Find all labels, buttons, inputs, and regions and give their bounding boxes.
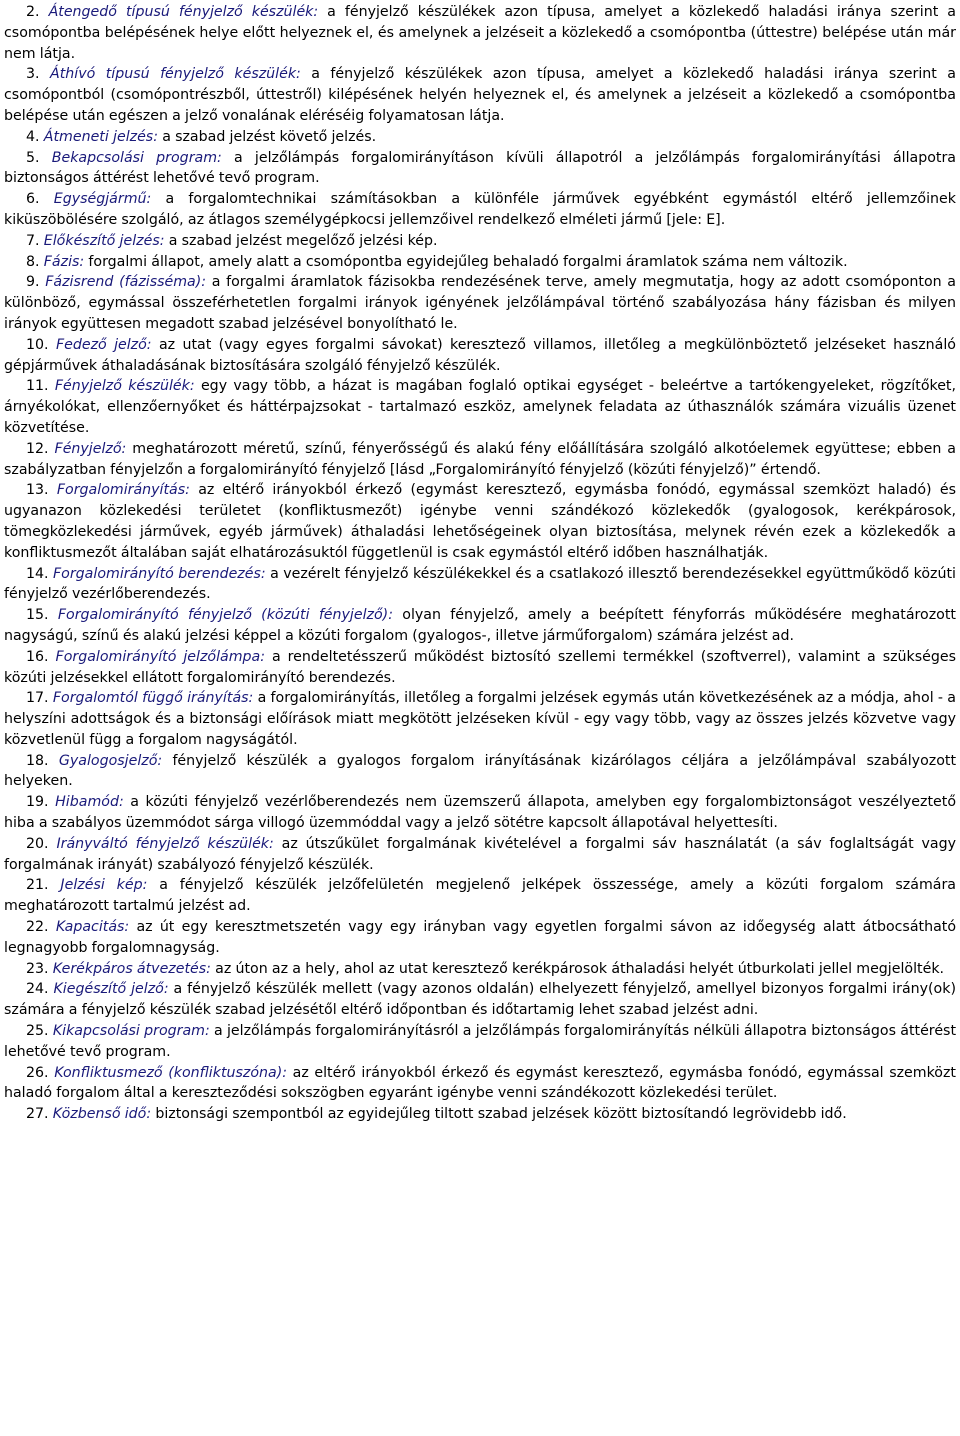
item-number: 2. [26, 4, 40, 20]
definition-text: fényjelző készülék a gyalogos forgalom irányításának kizárólagos céljára a jelzőlámpával szabályozott helyeken. [4, 752, 957, 790]
definition-paragraph [4, 647, 956, 689]
definition-text: az eltérő irányokból érkező és egymást keresztező, egymásba fonódó, egymással szemközt haladó forgalom által a kereszteződési sokszögben egyaránt igénybe venni szándékozott közlekedési terület. [4, 1064, 956, 1102]
term: Forgalomirányító fényjelző (közúti fényjelző): [57, 607, 393, 624]
definition-text: az eltérő irányokból érkező (egymást keresztező, egymásba fonódó, egymással szemközt haladó) és ugyanazon közlekedési területet (konfliktusmezőt) igénybe venni szándékozó közlekedők (gyalogosok, kerékpárosok, tömegközlekedési járművek, egyéb járművek) áthaladási lehetőségeinek olyan biztosítása, melynek révén ezek a közlekedők a konfliktusmezőt általában saját elhatározásuktól függetlenül is csak egymástól eltérő időben használhatják. [4, 482, 956, 561]
term: Gyalogosjelző: [58, 752, 163, 769]
term: Kikapcsolási program: [52, 1023, 210, 1040]
term: Forgalomirányító jelzőlámpa: [55, 648, 266, 665]
definition-text: olyan fényjelző, amely a beépített fényforrás működésére meghatározott nagyságú, színű és alakú jelzési képpel a közúti forgalom (gyalogos-, illetve járműforgalom) számára jelzést ad. [4, 607, 956, 644]
definition-paragraph [4, 1063, 956, 1105]
definition-text: a szabad jelzést követő jelzés. [157, 128, 377, 145]
term: Átmeneti jelzés: [43, 128, 158, 145]
definition-text: a forgalomirányítás, illetőleg a forgalmi jelzések egymás után következésének az a módja, ahol - a helyszíni adottságok és a biztonsági előírások miatt megkötött jelzéseken kívül - egy vagy több, vagy az összes jelzés közvetve vagy közvetlenül függ a forgalom nagyságától. [4, 690, 956, 748]
definition-paragraph [4, 252, 956, 273]
definition-paragraph [4, 439, 956, 481]
definition-text: forgalmi állapot, amely alatt a csomópontba egyidejűleg behaladó forgalmi áramlatok száma nem változik. [84, 253, 848, 270]
definition-text: a fényjelző készülék mellett (vagy azonos oldalán) elhelyezett fényjelző, amellyel bizonyos forgalmi irány(ok) számára a fényjelző készülék szabad jelzésétől eltérő időpontban és időtartamig lehet szabad jelzést adni. [4, 981, 956, 1019]
definition-paragraph [4, 688, 956, 750]
definition-paragraph [4, 1104, 956, 1125]
definition-paragraph [4, 917, 956, 959]
item-number: 22. [26, 919, 49, 936]
term: Hibamód: [55, 794, 124, 811]
definition-text: biztonsági szempontból az egyidejűleg tiltott szabad jelzések között biztosítandó legrövidebb idő. [151, 1106, 847, 1123]
term: Forgalomirányító berendezés: [53, 565, 266, 582]
term: Bekapcsolási program: [51, 149, 222, 166]
definition-paragraph [4, 959, 956, 980]
item-number: 23. [26, 960, 49, 977]
item-number: 11. [26, 378, 49, 395]
definition-paragraph [4, 376, 956, 438]
definition-paragraph [4, 751, 956, 793]
item-number: 14. [26, 565, 49, 582]
term: Kiegészítő jelző: [53, 981, 169, 998]
item-number: 4. [26, 128, 40, 145]
definition-text: a jelzőlámpás forgalomirányításon kívüli állapotról a jelzőlámpás forgalomirányítási állapotra biztonságos áttérést lehetővé tevő program. [4, 149, 956, 187]
definition-text: az út egy keresztmetszetén vagy egy irányban vagy egyetlen forgalmi sávon az időegység alatt átbocsátható legnagyobb forgalomnagyság. [4, 919, 957, 956]
item-number: 8. [26, 253, 40, 270]
item-number: 17. [26, 690, 49, 707]
item-number: 15. [26, 607, 49, 624]
definition-paragraph [4, 335, 956, 377]
definition-paragraph [4, 231, 956, 252]
definition-paragraph [4, 272, 956, 334]
term: Egységjármű: [53, 191, 152, 208]
definition-paragraph [4, 2, 956, 64]
item-number: 16. [26, 648, 49, 665]
term: Áthívó típusú fényjelző készülék: [50, 66, 301, 83]
definition-text: a közúti fényjelző vezérlőberendezés nem üzemszerű állapota, amelyben egy forgalombiztonságot veszélyeztető hiba a szabályos üzemmódot sárga villogó üzemmóddal vagy a jelző sötétre kapcsolt állapotával helyettesíti. [4, 794, 956, 832]
definition-paragraph [4, 1021, 956, 1063]
term: Fázisrend (fázisséma): [45, 274, 207, 291]
term: Átengedő típusú fényjelző készülék: [48, 4, 319, 20]
definition-paragraph [4, 875, 956, 917]
item-number: 3. [26, 66, 40, 83]
item-number: 21. [26, 877, 49, 894]
definition-text: a fényjelző készülék jelzőfelületén megjelenő jelképek összessége, amely a közúti forgalom számára meghatározott tartalmú jelzést ad. [4, 877, 956, 915]
definition-text: a vezérelt fényjelző készülékekkel és a csatlakozó illesztő berendezésekkel együttműködő közúti fényjelző vezérlőberendezés. [4, 565, 956, 603]
definition-paragraph [4, 564, 956, 606]
definition-text: a fényjelző készülékek azon típusa, amelyet a közlekedő haladási iránya szerint a csomópontból (csomópontrészből, úttestről) kilépésének helyén helyeznek el, és amelynek a jelzéseit a közlekedő a csomópontba belépése után egészen a jelző vonalának eléréséig folyamatosan látja. [4, 66, 956, 124]
definition-text: a fényjelző készülékek azon típusa, amelyet a közlekedő haladási iránya szerint a csomópontba belépésének helye előtt helyeznek el, és amelynek a jelzéseit a közlekedő a csomópontba (úttestre) belépése után már nem látja. [4, 4, 956, 62]
term: Közbenső idő: [52, 1106, 152, 1123]
item-number: 7. [26, 232, 40, 249]
term: Fedező jelző: [55, 336, 152, 353]
term: Kapacitás: [55, 919, 130, 936]
definition-paragraph [4, 480, 956, 563]
definition-paragraph [4, 148, 956, 190]
definition-paragraph [4, 127, 956, 148]
term: Fázis: [43, 253, 85, 270]
item-number: 19. [26, 794, 49, 811]
definition-text: az úton az a hely, ahol az utat keresztező kerékpárosok áthaladási helyét útburkolati jellel megjelölték. [210, 960, 945, 977]
definition-paragraph [4, 834, 956, 876]
definition-text: a szabad jelzést megelőző jelzési kép. [164, 232, 438, 249]
term: Fényjelző: [54, 440, 127, 457]
definition-text: a forgalmi áramlatok fázisokba rendezésének terve, amely megmutatja, hogy az adott csomóponton a különböző, egymással összeférhetetlen forgalmi irányok igényének jelzőlámpával történő szabályozása hány fázisban és milyen irányok együttesen megadott szabad jelzésével bonyolítható le. [4, 274, 956, 332]
definition-text: a jelzőlámpás forgalomirányításról a jelzőlámpás forgalomirányítás nélküli állapotra biztonságos áttérést lehetővé tevő program. [4, 1023, 957, 1060]
term: Konfliktusmező (konfliktuszóna): [54, 1064, 288, 1081]
definition-text: az utat (vagy egyes forgalmi sávokat) keresztező villamos, illetőleg a megkülönböztető jelzéseket használó gépjárművek áthaladásának biztosítására szolgáló fényjelző készülék. [4, 336, 956, 374]
item-number: 26. [26, 1064, 49, 1081]
item-number: 20. [26, 835, 49, 852]
term: Forgalomtól függő irányítás: [52, 690, 254, 707]
item-number: 10. [26, 336, 49, 353]
definition-text: meghatározott méretű, színű, fényerősségű és alakú fény előállítására szolgáló alkotóelemek együttese; ebben a szabályzatban fényjelzőn a forgalomirányító fényjelző [lásd „Forgalomirányító fényjelző (közúti fényjelző)” értendő. [4, 440, 956, 478]
term: Fényjelző készülék: [54, 378, 195, 395]
definition-paragraph [4, 64, 956, 126]
definition-paragraph [4, 979, 956, 1021]
term: Forgalomirányítás: [56, 482, 190, 499]
term: Előkészítő jelzés: [43, 232, 165, 249]
item-number: 25. [26, 1023, 49, 1040]
definition-text: egy vagy több, a házat is magában foglaló optikai egységet - beleértve a tartókengyeleket, rögzítőket, árnyékolókat, ellenzőernyőket és háttérpajzsokat - tartalmazó eszköz, amelynek feladata az úthasználók számára vizuális üzenet közvetítése. [4, 378, 957, 436]
definition-paragraph [4, 189, 956, 231]
definition-text: a forgalomtechnikai számításokban a különféle járművek egyébként egymástól eltérő jellemzőinek kiküszöbölésére szolgáló, az átlagos személygépkocsi jellemzőivel rendelkező elméleti jármű [jele: E]. [4, 191, 956, 228]
item-number: 6. [26, 191, 40, 208]
item-number: 5. [26, 149, 40, 166]
item-number: 27. [26, 1106, 49, 1123]
definition-paragraph [4, 792, 956, 834]
definition-text: a rendeltetésszerű működést biztosító szellemi termékkel (szoftverrel), valamint a szükséges közúti jelzésekkel ellátott forgalomirányító berendezés. [4, 648, 956, 686]
item-number: 13. [26, 482, 49, 499]
item-number: 18. [26, 752, 49, 769]
item-number: 24. [26, 981, 49, 998]
term: Jelzési kép: [60, 877, 148, 894]
term: Kerékpáros átvezetés: [52, 960, 211, 977]
item-number: 12. [26, 440, 49, 457]
definition-text: az útszűkület forgalmának kivételével a forgalmi sáv használatát (a sáv foglaltságát vagy forgalmának irányát) szabályozó fényjelző készülék. [4, 835, 956, 873]
term: Irányváltó fényjelző készülék: [56, 835, 274, 852]
definition-paragraph [4, 605, 956, 647]
item-number: 9. [26, 274, 40, 291]
